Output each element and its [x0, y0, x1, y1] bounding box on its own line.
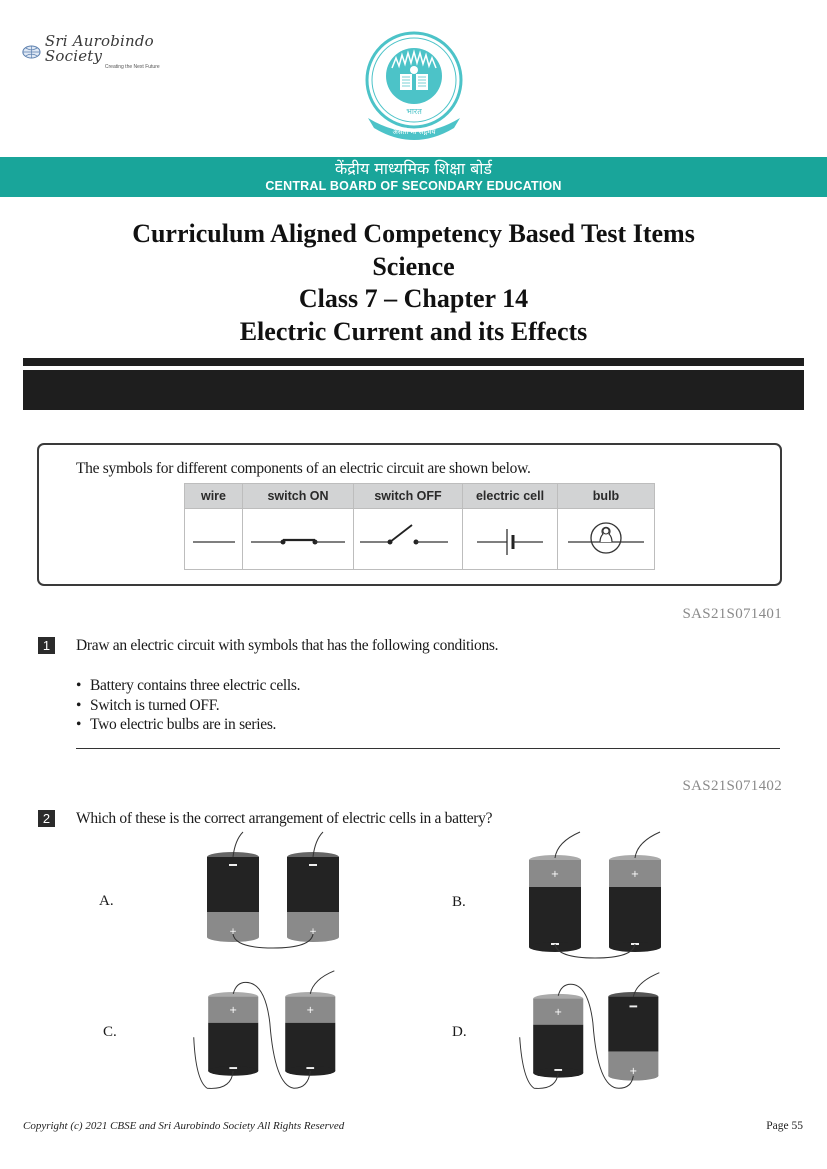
question-number-badge: 1 [38, 637, 55, 654]
board-name-band [0, 157, 827, 197]
question-2-text: Which of these is the correct arrangement of electric cells in a battery? [76, 810, 493, 827]
emblem-country-text: भारत [406, 107, 422, 116]
option-b-label[interactable]: B. [452, 894, 466, 910]
question-1-text: Draw an electric circuit with symbols that has the following conditions. [76, 637, 499, 654]
question-1-conditions [76, 676, 300, 735]
wire-symbol-icon [185, 519, 242, 559]
globe-emblem-icon [22, 44, 41, 60]
svg-text:+: + [629, 1065, 638, 1077]
svg-text:+: + [554, 1007, 563, 1019]
cell-electric-cell-symbol [463, 509, 558, 570]
condition-item: • Battery contains three electric cells. [76, 676, 300, 696]
header-switch-on: switch ON [243, 484, 354, 509]
stimulus-text: The symbols for different components of an electric circuit are shown below. [76, 460, 531, 477]
bulb-symbol-icon [558, 519, 654, 559]
circuit-symbols-table [184, 483, 655, 570]
title-line-1: Curriculum Aligned Competency Based Test Items [132, 219, 695, 248]
condition-item: • Two electric bulbs are in series. [76, 715, 300, 735]
battery-cell-icon [287, 852, 339, 942]
header-wire: wire [185, 484, 243, 509]
board-name-hindi: केंद्रीय माध्यमिक शिक्षा बोर्ड [335, 159, 492, 178]
option-a-label[interactable]: A. [99, 893, 114, 909]
cbse-emblem [362, 30, 466, 142]
svg-text:+: + [229, 1005, 238, 1017]
cell-bulb-symbol [558, 509, 655, 570]
option-b-cells-image[interactable] [500, 830, 680, 960]
option-d-label[interactable]: D. [452, 1024, 467, 1040]
emblem-motto-text: असतो मा सद्गमय [392, 128, 436, 136]
divider-band [23, 370, 804, 410]
battery-cell-icon [529, 855, 581, 952]
electric-cell-symbol-icon [463, 519, 557, 559]
sri-aurobindo-society-logo [22, 32, 192, 70]
answer-line[interactable] [76, 748, 780, 749]
svg-text:+: + [306, 1005, 315, 1017]
switch-off-symbol-icon [354, 519, 462, 559]
sas-logo-name: Sri Aurobindo Society [44, 32, 154, 65]
divider-rule [23, 358, 804, 366]
svg-text:+: + [550, 869, 560, 880]
option-c-cells-image[interactable] [175, 965, 355, 1095]
item-code-q2: SAS21S071402 [682, 778, 782, 794]
item-code-q1: SAS21S071401 [682, 606, 782, 622]
title-chapter-name: Electric Current and its Effects [239, 316, 588, 346]
battery-cell-icon [208, 992, 258, 1076]
cell-switch-off-symbol [354, 509, 463, 570]
switch-on-symbol-icon [243, 519, 353, 559]
svg-text:+: + [229, 927, 237, 937]
document-title-block [0, 218, 827, 348]
option-d-cells-image[interactable] [500, 965, 680, 1095]
option-a-cells-image[interactable] [183, 830, 363, 960]
board-name-english: CENTRAL BOARD OF SECONDARY EDUCATION [265, 179, 562, 193]
option-c-label[interactable]: C. [103, 1024, 117, 1040]
header-switch-off: switch OFF [354, 484, 463, 509]
sas-logo-tagline: Creating the Next Future [104, 64, 160, 70]
header-electric-cell: electric cell [463, 484, 558, 509]
condition-item: • Switch is turned OFF. [76, 696, 300, 716]
cbse-emblem-icon [362, 30, 466, 142]
title-class-chapter: Class 7 – Chapter 14 [298, 284, 529, 313]
title-subject: Science [372, 251, 455, 281]
battery-cell-icon [207, 852, 259, 942]
question-number-badge: 2 [38, 810, 55, 827]
copyright-notice: Copyright (c) 2021 CBSE and Sri Aurobindo Society All Rights Reserved [23, 1120, 345, 1132]
battery-cell-icon [609, 855, 661, 952]
header-bulb: bulb [558, 484, 655, 509]
page-number: Page 55 [766, 1120, 803, 1132]
battery-cell-icon [285, 992, 335, 1076]
svg-text:+: + [309, 927, 317, 937]
battery-cell-icon [533, 994, 583, 1078]
svg-text:+: + [630, 869, 640, 880]
battery-cell-icon [608, 992, 658, 1081]
cell-wire-symbol [185, 509, 243, 570]
cell-switch-on-symbol [243, 509, 354, 570]
